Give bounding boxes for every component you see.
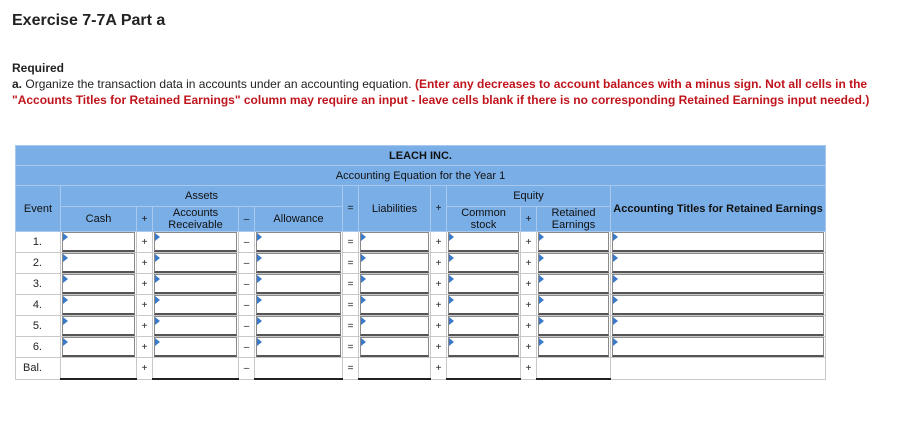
input-marker-icon <box>155 296 160 304</box>
input-marker-icon <box>613 296 618 304</box>
cash-input[interactable] <box>62 253 135 273</box>
liabilities-cell <box>359 337 431 358</box>
accounting-equation-table <box>15 145 826 380</box>
allowance-cell <box>255 253 343 274</box>
common-cell <box>447 232 521 253</box>
plus-sign: + <box>137 337 153 358</box>
retained-input[interactable] <box>538 337 609 357</box>
balance-cash-cell <box>61 358 137 380</box>
allowance-input[interactable] <box>256 274 341 294</box>
retained-input[interactable] <box>538 232 609 252</box>
cash-input[interactable] <box>62 316 135 336</box>
allowance-input[interactable] <box>256 337 341 357</box>
ar-input[interactable] <box>154 295 237 315</box>
event-label: 5. <box>16 316 61 337</box>
cash-cell <box>61 274 137 295</box>
plus-sign: + <box>431 232 447 253</box>
titles-cell <box>611 232 826 253</box>
allowance-cell <box>255 274 343 295</box>
retained-input[interactable] <box>538 316 609 336</box>
input-marker-icon <box>257 317 262 325</box>
event-label: 3. <box>16 274 61 295</box>
input-marker-icon <box>539 233 544 241</box>
common-cell <box>447 337 521 358</box>
input-marker-icon <box>361 233 366 241</box>
minus-sign-header: – <box>239 207 255 232</box>
liabilities-input[interactable] <box>360 316 429 336</box>
input-marker-icon <box>539 317 544 325</box>
plus-sign: + <box>521 295 537 316</box>
common-input[interactable] <box>448 253 519 273</box>
input-marker-icon <box>449 233 454 241</box>
equals-sign: = <box>343 253 359 274</box>
input-marker-icon <box>257 254 262 262</box>
plus-sign: + <box>521 358 537 380</box>
plus-sign: + <box>521 316 537 337</box>
event-row <box>16 337 826 358</box>
titles-header: Accounting Titles for Retained Earnings <box>611 186 826 232</box>
company-name: LEACH INC. <box>16 146 826 166</box>
ar-cell <box>153 274 239 295</box>
plus-sign: + <box>521 274 537 295</box>
retained-earnings-header: Retained Earnings <box>537 207 611 232</box>
minus-sign: – <box>239 337 255 358</box>
balance-allowance-cell <box>255 358 343 380</box>
event-row <box>16 274 826 295</box>
input-marker-icon <box>257 275 262 283</box>
ar-cell <box>153 316 239 337</box>
event-label: 4. <box>16 295 61 316</box>
ar-cell <box>153 337 239 358</box>
liabilities-cell <box>359 232 431 253</box>
part-text: Organize the transaction data in accounts under an accounting equation. <box>25 77 412 91</box>
cash-cell <box>61 337 137 358</box>
event-label: Bal. <box>16 358 61 380</box>
plus-sign: + <box>431 316 447 337</box>
event-label: 2. <box>16 253 61 274</box>
titles-input[interactable] <box>612 295 824 315</box>
cash-cell <box>61 316 137 337</box>
liabilities-header: Liabilities <box>359 186 431 232</box>
cash-input[interactable] <box>62 295 135 315</box>
table-subtitle: Accounting Equation for the Year 1 <box>16 166 826 186</box>
ar-cell <box>153 295 239 316</box>
input-marker-icon <box>257 233 262 241</box>
allowance-cell <box>255 316 343 337</box>
plus-sign: + <box>521 253 537 274</box>
equals-sign: = <box>343 358 359 380</box>
common-cell <box>447 274 521 295</box>
ar-input[interactable] <box>154 316 237 336</box>
input-marker-icon <box>257 338 262 346</box>
input-marker-icon <box>449 317 454 325</box>
input-marker-icon <box>361 254 366 262</box>
input-marker-icon <box>155 338 160 346</box>
plus-sign: + <box>137 253 153 274</box>
input-marker-icon <box>63 254 68 262</box>
retained-cell <box>537 253 611 274</box>
liabilities-cell <box>359 316 431 337</box>
cash-cell <box>61 232 137 253</box>
minus-sign: – <box>239 316 255 337</box>
balance-row <box>16 358 826 380</box>
minus-sign: – <box>239 358 255 380</box>
balance-ar-cell <box>153 358 239 380</box>
retained-cell <box>537 295 611 316</box>
plus-sign: + <box>521 337 537 358</box>
event-row <box>16 232 826 253</box>
ar-header: Accounts Receivable <box>153 207 239 232</box>
cash-input[interactable] <box>62 274 135 294</box>
input-marker-icon <box>539 296 544 304</box>
titles-cell <box>611 274 826 295</box>
allowance-cell <box>255 295 343 316</box>
equals-sign: = <box>343 232 359 253</box>
instruction-text: (Enter any decreases to account balances with a minus sign. Not all cells in the "Accounts Titles for Retained Earnings" column may require an input - leave cells blank if there is no corresponding Retained Earnings input needed.) <box>12 77 870 107</box>
balance-liabilities-cell <box>359 358 431 380</box>
required-heading: Required <box>12 61 65 75</box>
input-marker-icon <box>63 296 68 304</box>
input-marker-icon <box>449 254 454 262</box>
cash-input[interactable] <box>62 232 135 252</box>
titles-input[interactable] <box>612 253 824 273</box>
plus-sign-header: + <box>521 207 537 232</box>
input-marker-icon <box>63 275 68 283</box>
ar-input[interactable] <box>154 232 237 252</box>
common-input[interactable] <box>448 295 519 315</box>
ar-cell <box>153 253 239 274</box>
input-marker-icon <box>539 338 544 346</box>
input-marker-icon <box>361 296 366 304</box>
liabilities-input[interactable] <box>360 274 429 294</box>
equals-sign: = <box>343 295 359 316</box>
input-marker-icon <box>613 338 618 346</box>
plus-sign: + <box>137 316 153 337</box>
allowance-input[interactable] <box>256 295 341 315</box>
retained-input[interactable] <box>538 274 609 294</box>
plus-sign: + <box>431 274 447 295</box>
plus-sign: + <box>137 358 153 380</box>
plus-sign: + <box>137 295 153 316</box>
titles-input[interactable] <box>612 274 824 294</box>
liabilities-input[interactable] <box>360 337 429 357</box>
allowance-input[interactable] <box>256 316 341 336</box>
liabilities-cell <box>359 295 431 316</box>
common-cell <box>447 253 521 274</box>
titles-cell <box>611 316 826 337</box>
titles-cell <box>611 253 826 274</box>
input-marker-icon <box>63 338 68 346</box>
plus-sign-header: + <box>137 207 153 232</box>
event-row <box>16 295 826 316</box>
allowance-input[interactable] <box>256 253 341 273</box>
retained-cell <box>537 316 611 337</box>
part-prefix: a. <box>12 77 23 91</box>
input-marker-icon <box>539 254 544 262</box>
input-marker-icon <box>449 275 454 283</box>
plus-sign-header: + <box>431 186 447 232</box>
ar-input[interactable] <box>154 253 237 273</box>
liabilities-input[interactable] <box>360 253 429 273</box>
minus-sign: – <box>239 274 255 295</box>
retained-cell <box>537 274 611 295</box>
input-marker-icon <box>613 275 618 283</box>
balance-titles-cell <box>611 358 826 380</box>
input-marker-icon <box>155 317 160 325</box>
common-cell <box>447 316 521 337</box>
assets-header: Assets <box>61 186 343 207</box>
allowance-cell <box>255 232 343 253</box>
input-marker-icon <box>613 254 618 262</box>
minus-sign: – <box>239 232 255 253</box>
common-input[interactable] <box>448 337 519 357</box>
titles-input[interactable] <box>612 337 824 357</box>
balance-common-cell <box>447 358 521 380</box>
balance-retained-cell <box>537 358 611 380</box>
input-marker-icon <box>361 317 366 325</box>
input-marker-icon <box>539 275 544 283</box>
liabilities-cell <box>359 274 431 295</box>
allowance-input[interactable] <box>256 232 341 252</box>
minus-sign: – <box>239 253 255 274</box>
equals-sign-header: = <box>343 186 359 232</box>
input-marker-icon <box>63 317 68 325</box>
cash-cell <box>61 253 137 274</box>
ar-cell <box>153 232 239 253</box>
input-marker-icon <box>361 338 366 346</box>
common-input[interactable] <box>448 316 519 336</box>
plus-sign: + <box>431 337 447 358</box>
retained-cell <box>537 337 611 358</box>
retained-input[interactable] <box>538 295 609 315</box>
liabilities-cell <box>359 253 431 274</box>
input-marker-icon <box>449 338 454 346</box>
liabilities-input[interactable] <box>360 295 429 315</box>
input-marker-icon <box>155 254 160 262</box>
input-marker-icon <box>155 233 160 241</box>
titles-cell <box>611 337 826 358</box>
input-marker-icon <box>257 296 262 304</box>
liabilities-input[interactable] <box>360 232 429 252</box>
cash-cell <box>61 295 137 316</box>
plus-sign: + <box>431 295 447 316</box>
titles-cell <box>611 295 826 316</box>
equals-sign: = <box>343 274 359 295</box>
plus-sign: + <box>137 232 153 253</box>
equity-header: Equity <box>447 186 611 207</box>
input-marker-icon <box>63 233 68 241</box>
retained-cell <box>537 232 611 253</box>
plus-sign: + <box>431 253 447 274</box>
allowance-header: Allowance <box>255 207 343 232</box>
event-row <box>16 253 826 274</box>
input-marker-icon <box>449 296 454 304</box>
event-label: 1. <box>16 232 61 253</box>
common-input[interactable] <box>448 274 519 294</box>
event-label: 6. <box>16 337 61 358</box>
allowance-cell <box>255 337 343 358</box>
cash-header: Cash <box>61 207 137 232</box>
input-marker-icon <box>361 275 366 283</box>
ar-input[interactable] <box>154 337 237 357</box>
input-marker-icon <box>613 317 618 325</box>
ar-input[interactable] <box>154 274 237 294</box>
event-header: Event <box>16 186 61 232</box>
retained-input[interactable] <box>538 253 609 273</box>
plus-sign: + <box>137 274 153 295</box>
required-text <box>12 76 892 108</box>
minus-sign: – <box>239 295 255 316</box>
common-input[interactable] <box>448 232 519 252</box>
event-row <box>16 316 826 337</box>
equals-sign: = <box>343 337 359 358</box>
equals-sign: = <box>343 316 359 337</box>
plus-sign: + <box>521 232 537 253</box>
cash-input[interactable] <box>62 337 135 357</box>
input-marker-icon <box>155 275 160 283</box>
common-cell <box>447 295 521 316</box>
titles-input[interactable] <box>612 232 824 252</box>
plus-sign: + <box>431 358 447 380</box>
exercise-title: Exercise 7-7A Part a <box>12 12 166 29</box>
input-marker-icon <box>613 233 618 241</box>
titles-input[interactable] <box>612 316 824 336</box>
common-stock-header: Common stock <box>447 207 521 232</box>
